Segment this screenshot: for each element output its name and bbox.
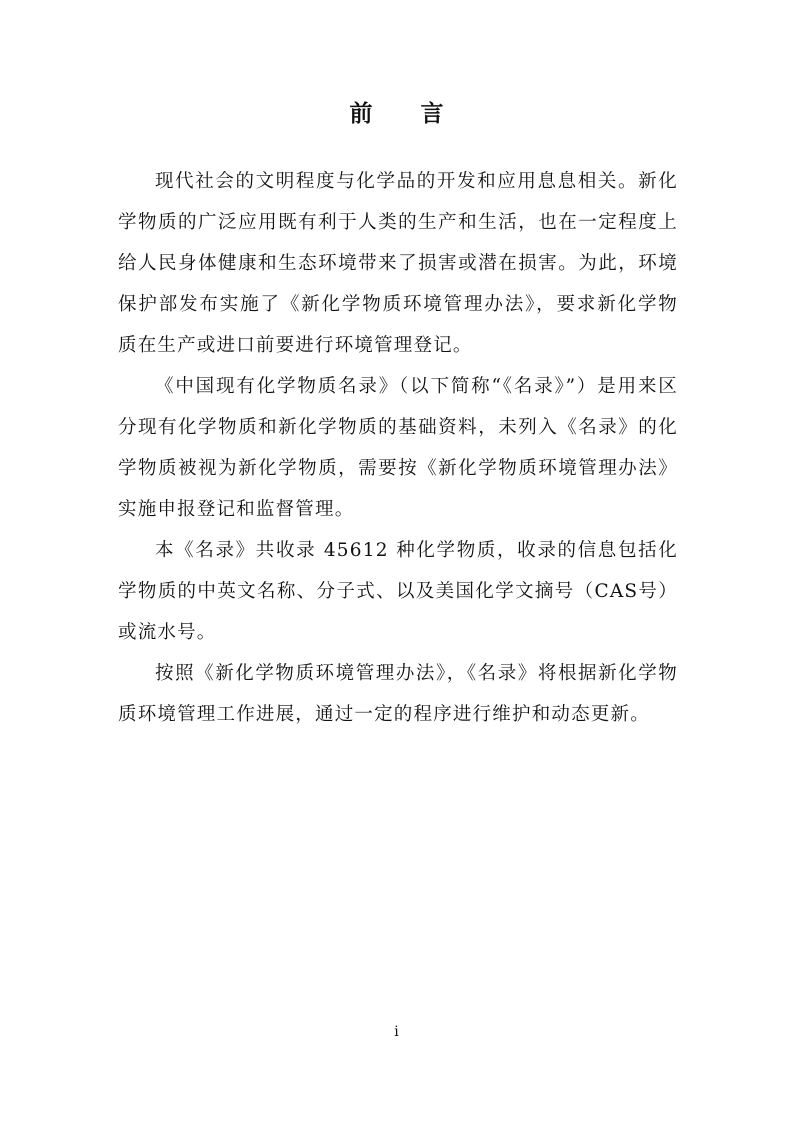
page-number: i <box>394 1024 399 1040</box>
paragraph-4: 按照《新化学物质环境管理办法》，《名录》将根据新化学物质环境管理工作进展，通过一定的程序进行维护和动态更新。 <box>118 663 678 725</box>
paragraph-3: 本《名录》共收录 45612 种化学物质，收录的信息包括化学物质的中英文名称、分子式、以及美国化学文摘号（CAS号）或流水号。 <box>118 540 678 643</box>
paragraph-2: 《中国现有化学物质名录》（以下简称“《名录》”）是用来区分现有化学物质和新化学物质的基础资料，未列入《名录》的化学物质被视为新化学物质，需要按《新化学物质环境管理办法》实施申报登记和监督管理。 <box>118 376 678 520</box>
page-title: 前 言 <box>349 100 464 127</box>
preface-body <box>118 161 678 735</box>
paragraph-1: 现代社会的文明程度与化学品的开发和应用息息相关。新化学物质的广泛应用既有利于人类的生产和生活，也在一定程度上给人民身体健康和生态环境带来了损害或潜在损害。为此，环境保护部发布实施了《新化学物质环境管理办法》，要求新化学物质在生产或进口前要进行环境管理登记。 <box>118 171 678 356</box>
